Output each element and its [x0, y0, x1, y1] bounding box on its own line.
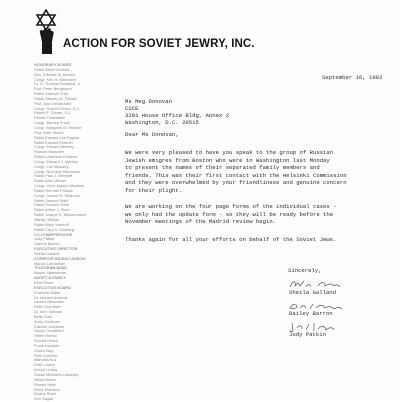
board-member: Ronald Metz [34, 381, 56, 387]
board-member: Frank Lipowitz [34, 342, 60, 348]
board-member: Ronald Hirsch [34, 338, 59, 344]
paragraph-line: to present the names of their separated family members and [125, 164, 320, 171]
board-member: Rabbi Mark Yoseloff [34, 221, 69, 227]
board-member: Alfred Mazor [34, 376, 57, 382]
board-member-list [34, 63, 108, 402]
board-member: Prof. Irwin Hirsch [34, 129, 64, 135]
board-section-heading: EXECUTIVE DIRECTOR [34, 246, 78, 252]
board-member: Congr. Edward Markey [34, 144, 74, 150]
board-member: Rabbi Samuel Chiel [34, 91, 69, 97]
board-member: Ruth Levine [34, 362, 55, 368]
board-member: Rabbi Richard Yellin [34, 202, 69, 208]
board-member: Marilyn Wilson [34, 217, 60, 222]
board-member: Arnold Linsky [34, 367, 58, 373]
board-member: Ethel Rose [34, 279, 54, 285]
board-member: Gloria Karp [34, 347, 54, 353]
address-line: Washington, D.C. 20515 [125, 119, 199, 126]
board-member: Howard Mazzone [34, 149, 65, 155]
board-member: Rabbi Herman Pollack [34, 187, 73, 193]
board-section-heading: EXECUTIVE BOARD [34, 284, 71, 290]
organization-name: ACTION FOR SOVIET JEWRY, INC. [63, 38, 255, 50]
board-member: Congr. Nicholas Mavroules [34, 168, 81, 174]
board-member: Congr. Barney Frank [34, 120, 70, 126]
board-member: Helen Herbst [34, 333, 57, 339]
board-member: Prof. Alan Dershowitz [34, 100, 72, 106]
address-line: CSCE [125, 105, 139, 112]
paragraph-2 [125, 203, 397, 226]
board-member: Betty Gold [34, 313, 53, 319]
board-member: Rabbi Stanley M. Davids [34, 95, 77, 101]
paragraph-line: We are working on the four page forms of the individual cases - [125, 203, 337, 210]
paragraph-3 [125, 236, 397, 244]
board-member: Susan Michaels Lubarsky [34, 372, 79, 377]
board-member: Rabbi Cary D. Kozberg [34, 226, 75, 232]
board-member: Congr. Joe Moakley [34, 163, 69, 169]
board-member: Rabbi Alan Ullman [34, 178, 67, 184]
board-member: Marion Landsman [34, 260, 66, 266]
board-member: Rabbi Joseph S. Weizenbaum [34, 212, 87, 218]
board-section-heading: CORRESPONDING LIAISON [34, 255, 86, 261]
paragraph-line: Jewish emigres from Boston who were in Washington last Monday [125, 156, 330, 164]
address-line: 3281 House Office Bldg, Annex 2 [125, 112, 230, 119]
board-member: Ann Sagan [34, 396, 54, 402]
board-member: Rabbi Samuel Stahl [34, 197, 69, 203]
board-member: Harold Goodfried [34, 328, 64, 334]
board-member: Moshe Ruch [34, 391, 56, 397]
board-member: Congr. Kirk H. Baumann [34, 76, 76, 82]
board-member: Francine Butler [34, 289, 61, 295]
board-member: Rhoda Finkelstein [34, 115, 66, 121]
board-member: Sheila Galland [34, 250, 60, 256]
board-member: Rabbi Paul J. Menitoff [34, 173, 72, 179]
board-member: Rabbi Albert Axelrad [34, 66, 70, 72]
board-section-heading: ADOPT-A-FAMILY [34, 275, 66, 281]
board-member: Naomi Stamelman [34, 270, 67, 276]
signer-name: Bailey Barron [289, 310, 333, 317]
board-section-heading: CO-CHAIRPERSONS [34, 231, 73, 237]
paragraph-line: November meetings of the Madrid review begin. [125, 218, 277, 225]
board-member: Congr. James M. Shannon [34, 192, 81, 198]
letter-date: September 16, 1982 [322, 74, 383, 81]
paragraph-line: for their plight. [125, 186, 183, 194]
board-member: Gene Morrison [34, 386, 60, 392]
board-section-heading: TELEGRAM BANK [34, 265, 68, 271]
board-member: Congr. Robert Drinan, S.J. [34, 105, 80, 111]
board-member: Joanne Barron [34, 241, 60, 247]
board-member: Marcella Kuz [34, 357, 57, 363]
board-member: Ruth Kushner [34, 352, 58, 358]
board-section-heading: HONORARY BOARD [34, 63, 72, 67]
signer-name: Sheila Galland [289, 289, 336, 296]
board-member: Dr. Norbert Axelrod [34, 294, 68, 300]
salutation: Dear Ms Donovan, [125, 131, 179, 138]
paragraph-line: we only had the update form - so they will be ready before the [125, 210, 334, 218]
board-member: Sen. Edward W. Brooke [34, 71, 76, 77]
star-of-david-fist-icon [33, 9, 59, 55]
address-line: Ms Meg Donovan [125, 98, 172, 105]
board-member: Prof. Peter Bergmann [34, 86, 72, 92]
board-member: Anne Goldman [34, 318, 60, 324]
board-member: Dr. H. Thomas Bukathal, Jr. [34, 81, 82, 87]
board-member: Rabbi Edward Lee Kaplan [34, 134, 80, 140]
board-member: Dr. Alex Gelman [34, 309, 63, 315]
board-member: Congr. John Joseph Moakley [34, 183, 85, 189]
board-member: Rabbi Edward Krasner [34, 139, 74, 145]
board-member: Lauren Berkowitz [34, 299, 65, 305]
recipient-address [125, 98, 229, 126]
paragraph-1 [125, 149, 397, 194]
paragraph-line: We were very pleased to have you speak to the group of Russian [125, 149, 334, 156]
signer-name: Judy Patkin [289, 331, 326, 338]
board-member: Ruth Chanlowe [34, 304, 61, 310]
board-member: Congr. Edward J. Markey [34, 158, 78, 164]
paragraph-line: Thanks again for all your efforts on behalf of the Soviet Jews. [125, 236, 337, 243]
board-member: Edward Goldman [34, 323, 65, 329]
board-member: Congr. Margaret M. Heckler [34, 124, 82, 130]
closing: Sincerely, [288, 267, 322, 274]
board-member: Judy Patkin [34, 236, 55, 242]
board-member: Rabbi Arthur J. Starr [34, 207, 70, 213]
board-member: Rabbi Lawrence Kushner [34, 154, 78, 160]
board-member: Robert F. Drinan, S.J. [34, 110, 72, 116]
paragraph-line: and they were overwhelmed by your friendliness and genuine concern [125, 179, 347, 186]
paragraph-line: friends. This was their first contact with the Helsinki Commission [125, 171, 347, 179]
